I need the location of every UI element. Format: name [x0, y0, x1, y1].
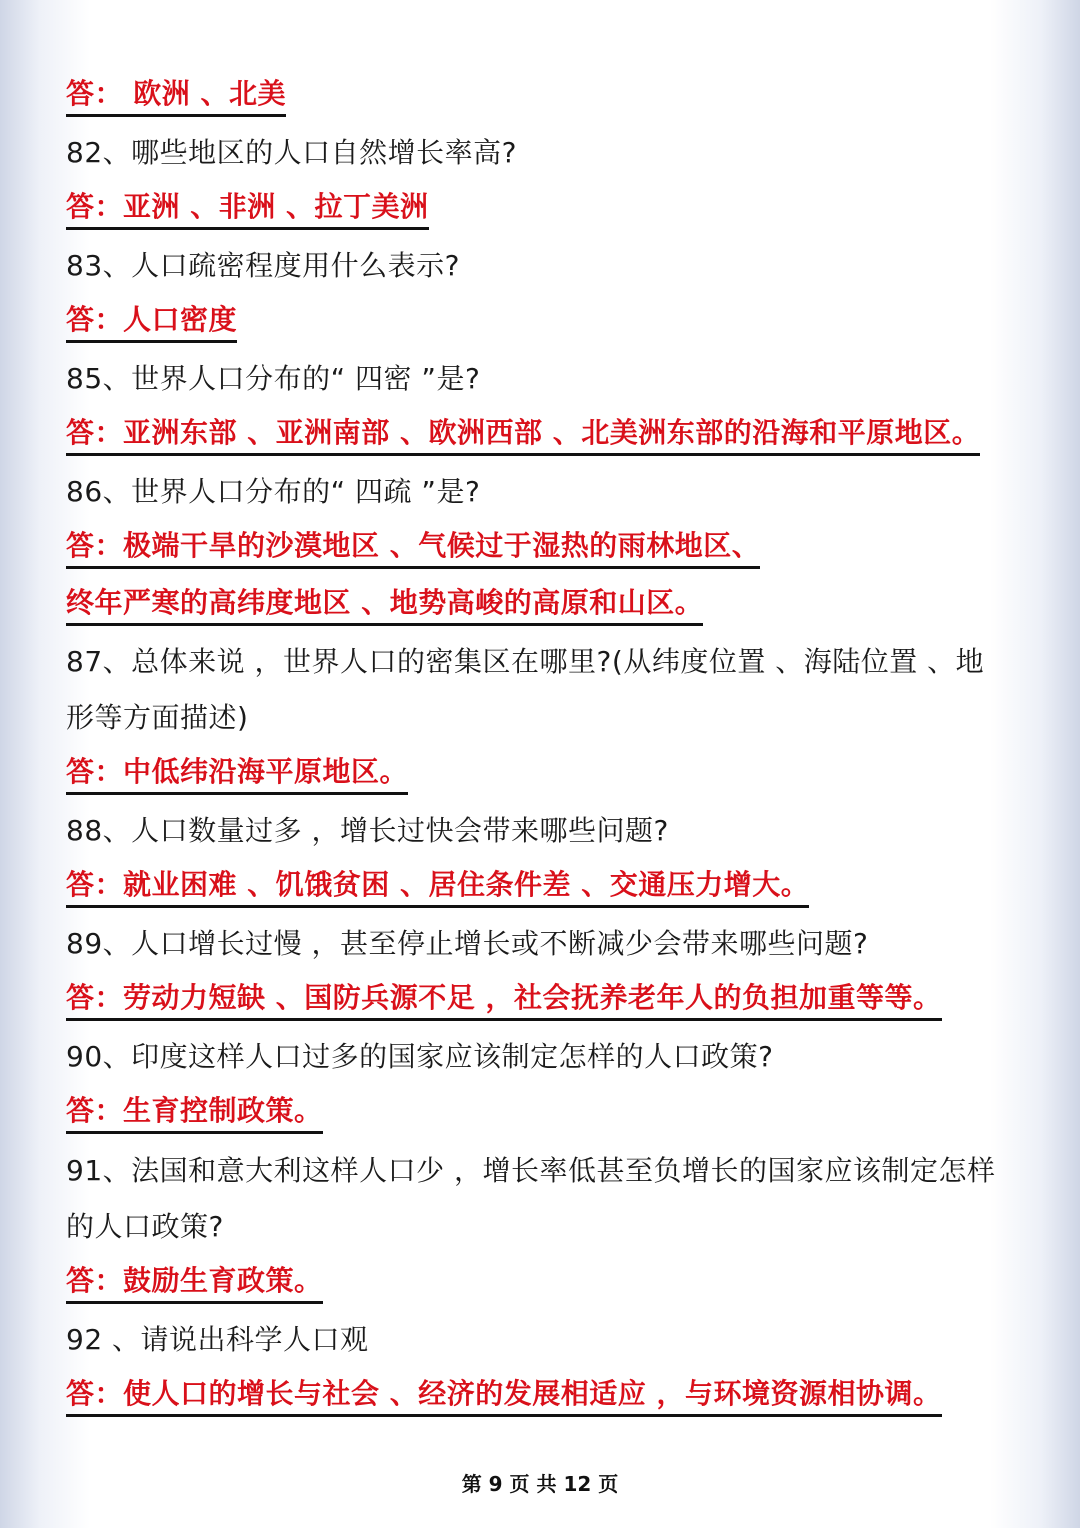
question-86: 86、世界人口分布的“ 四疏 ”是?: [66, 475, 481, 508]
question-83: 83、人口疏密程度用什么表示?: [66, 249, 460, 282]
question-92: 92 、请说出科学人口观: [66, 1323, 369, 1356]
answer-91: 答：鼓励生育政策。: [66, 1267, 323, 1304]
answer-83: 答：人口密度: [66, 306, 237, 343]
question-82: 82、哪些地区的人口自然增长率高?: [66, 136, 517, 169]
answer-87: 答：中低纬沿海平原地区。: [66, 758, 408, 795]
question-85: 85、世界人口分布的“ 四密 ”是?: [66, 362, 481, 395]
question-89: 89、人口增长过慢 ，甚至停止增长或不断减少会带来哪些问题?: [66, 927, 869, 960]
question-88: 88、人口数量过多 ，增长过快会带来哪些问题?: [66, 814, 669, 847]
answer-85: 答：亚洲东部 、亚洲南部 、欧洲西部 、北美洲东部的沿海和平原地区。: [66, 419, 980, 456]
page-number-footer: 第 9 页 共 12 页: [461, 1472, 619, 1496]
answer-86-line-2: 终年严寒的高纬度地区 、地势高峻的高原和山区。: [66, 589, 703, 626]
answer-81-line-1: 答： 欧洲 、北美: [66, 80, 286, 117]
question-91-line-1: 91、法国和意大利这样人口少 ，增长率低甚至负增长的国家应该制定怎样: [66, 1154, 996, 1187]
answer-90: 答：生育控制政策。: [66, 1097, 323, 1134]
answer-82: 答：亚洲 、非洲 、拉丁美洲: [66, 193, 429, 230]
answer-89: 答：劳动力短缺 、国防兵源不足 ，社会抚养老年人的负担加重等等。: [66, 984, 942, 1021]
answer-86-line-1: 答：极端干旱的沙漠地区 、气候过于湿热的雨林地区、: [66, 532, 760, 569]
question-91-line-2: 的人口政策?: [66, 1210, 224, 1243]
question-90: 90、印度这样人口过多的国家应该制定怎样的人口政策?: [66, 1040, 774, 1073]
answer-88: 答：就业困难 、饥饿贫困 、居住条件差 、交通压力增大。: [66, 871, 809, 908]
question-87-line-2: 形等方面描述): [66, 701, 249, 734]
answer-92: 答：使人口的增长与社会 、经济的发展相适应 ，与环境资源相协调。: [66, 1380, 942, 1417]
question-87-line-1: 87、总体来说 ，世界人口的密集区在哪里?(从纬度位置 、海陆位置 、地: [66, 645, 985, 678]
